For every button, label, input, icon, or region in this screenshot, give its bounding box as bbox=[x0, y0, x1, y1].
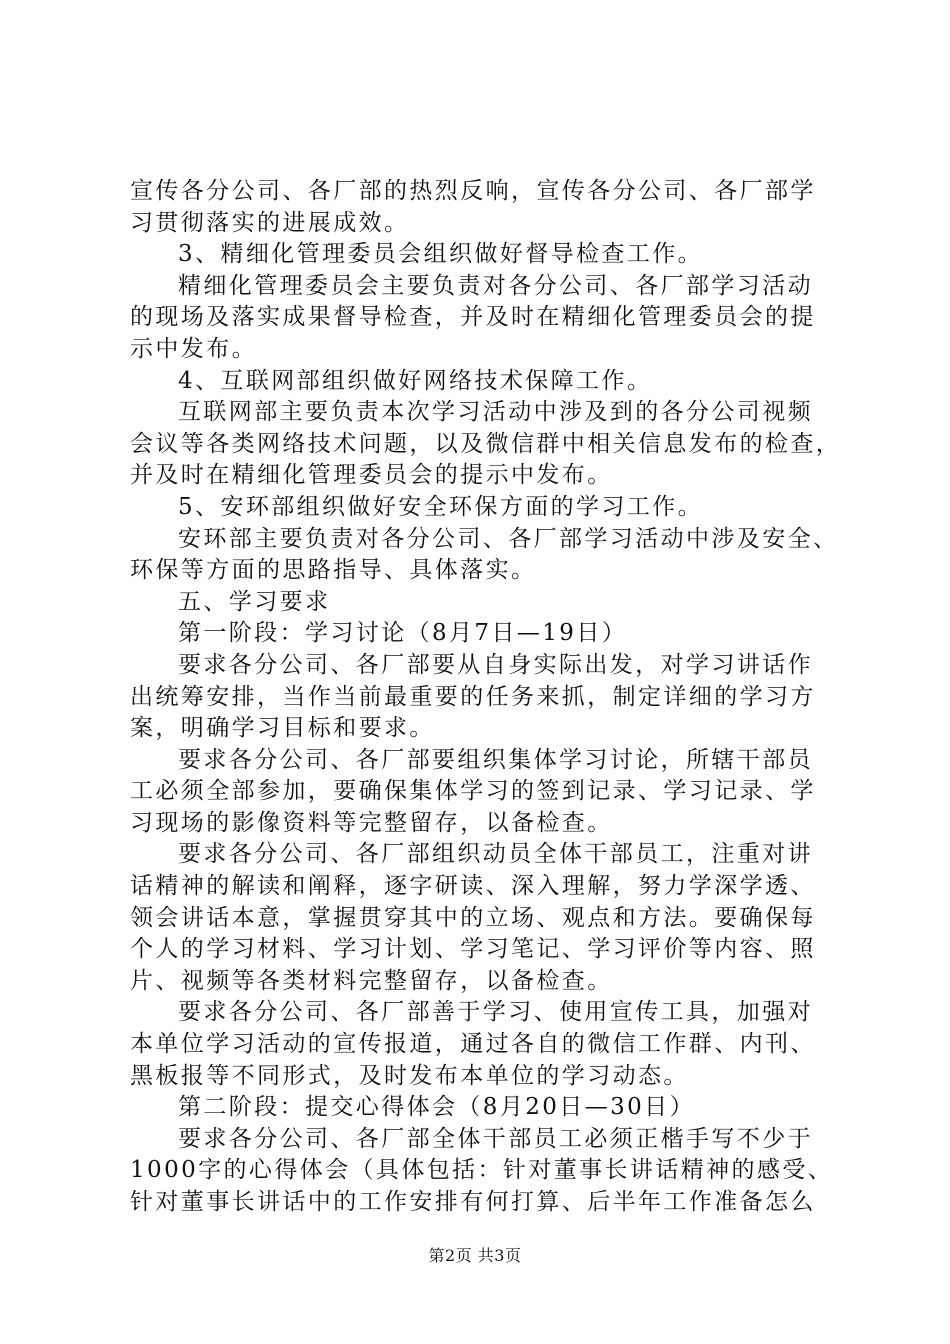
text-line: 第二阶段：提交心得体会（8月20日—30日） bbox=[178, 1094, 695, 1121]
text-line: 5、安环部组织做好安全环保方面的学习工作。 bbox=[178, 493, 704, 520]
text-line: 会议等各类网络技术问题，以及微信群中相关信息发布的检查， bbox=[130, 430, 842, 457]
text-line: 领会讲话本意，掌握贯穿其中的立场、观点和方法。要确保每 bbox=[130, 904, 816, 931]
text-line: 出统筹安排，当作当前最重要的任务来抓，制定详细的学习方 bbox=[130, 683, 816, 710]
text-line: 要求各分公司、各厂部要组织集体学习讨论，所辖干部员 bbox=[178, 746, 813, 773]
text-line: 宣传各分公司、各厂部的热烈反响，宣传各分公司、各厂部学 bbox=[130, 178, 816, 204]
text-line: 工必须全部参加，要确保集体学习的签到记录、学习记录、学 bbox=[130, 778, 816, 805]
text-line: 的现场及落实成果督导检查，并及时在精细化管理委员会的提 bbox=[130, 304, 816, 331]
text-line: 习现场的影像资料等完整留存，以备检查。 bbox=[130, 809, 613, 836]
text-line: 互联网部主要负责本次学习活动中涉及到的各分公司视频 bbox=[178, 399, 813, 426]
text-line: 习贯彻落实的进展成效。 bbox=[130, 209, 410, 236]
text-line: 片、视频等各类材料完整留存，以备检查。 bbox=[130, 967, 613, 994]
text-line: 要求各分公司、各厂部全体干部员工必须正楷手写不少于 bbox=[178, 1125, 813, 1152]
text-line: 精细化管理委员会主要负责对各分公司、各厂部学习活动 bbox=[178, 272, 813, 299]
text-line: 要求各分公司、各厂部要从自身实际出发，对学习讲话作 bbox=[178, 651, 813, 678]
text-line: 要求各分公司、各厂部组织动员全体干部员工，注重对讲 bbox=[178, 841, 813, 868]
text-line: 本单位学习活动的宣传报道，通过各自的微信工作群、内刊、 bbox=[130, 1031, 816, 1058]
text-line: 1000字的心得体会（具体包括：针对董事长讲话精神的感受、 bbox=[130, 1157, 834, 1184]
text-line: 个人的学习材料、学习计划、学习笔记、学习评价等内容、照 bbox=[130, 936, 816, 963]
page-number-footer: 第2页 共3页 bbox=[428, 1246, 522, 1265]
document-body bbox=[130, 176, 842, 1219]
text-line: 4、互联网部组织做好网络技术保障工作。 bbox=[178, 367, 653, 394]
text-line: 话精神的解读和阐释，逐字研读、深入理解，努力学深学透、 bbox=[130, 873, 816, 900]
text-line: 案，明确学习目标和要求。 bbox=[130, 715, 435, 742]
text-line: 并及时在精细化管理委员会的提示中发布。 bbox=[130, 462, 613, 489]
text-line: 安环部主要负责对各分公司、各厂部学习活动中涉及安全、 bbox=[178, 525, 839, 552]
text-line: 黑板报等不同形式，及时发布本单位的学习动态。 bbox=[130, 1062, 689, 1089]
text-line: 五、学习要求 bbox=[178, 588, 331, 615]
text-line: 要求各分公司、各厂部善于学习、使用宣传工具，加强对 bbox=[178, 999, 813, 1026]
text-line: 环保等方面的思路指导、具体落实。 bbox=[130, 557, 537, 584]
text-line: 示中发布。 bbox=[130, 335, 257, 362]
text-line: 第一阶段：学习讨论（8月7日—19日） bbox=[178, 620, 628, 647]
text-line: 3、精细化管理委员会组织做好督导检查工作。 bbox=[178, 241, 704, 268]
text-line: 针对董事长讲话中的工作安排有何打算、后半年工作准备怎么 bbox=[130, 1189, 816, 1215]
